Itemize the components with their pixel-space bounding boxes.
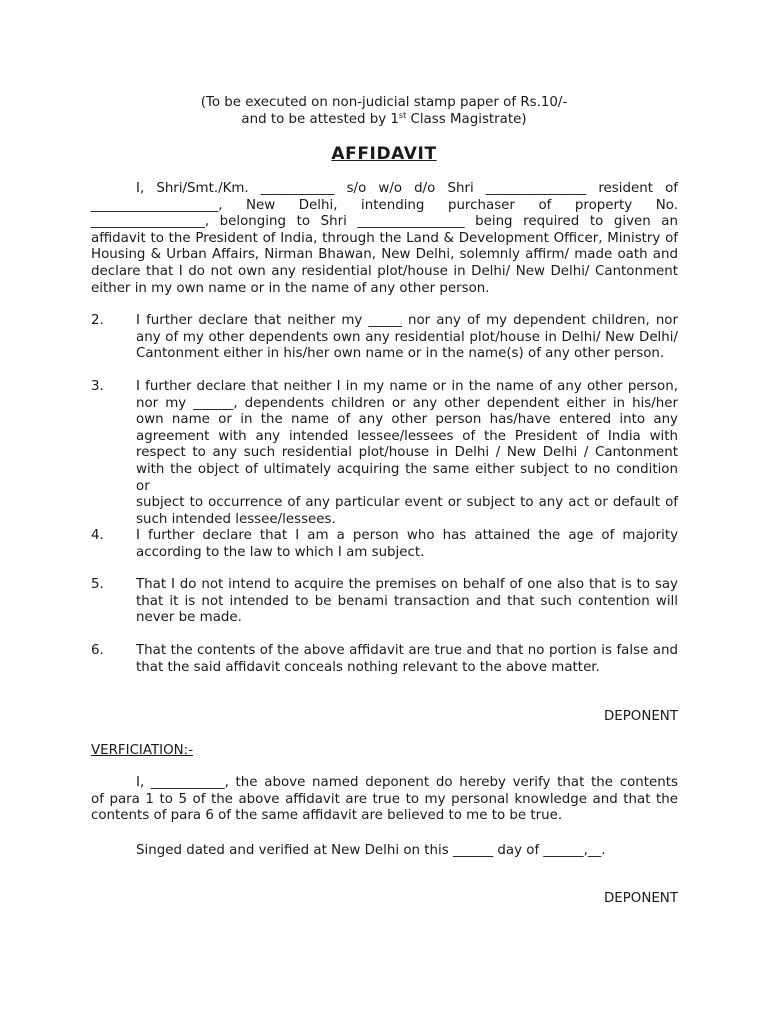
- clause-line: agreement with any intended lessee/lessees of the President of India with: [136, 428, 678, 444]
- clause-line: with the object of ultimately acquiring the same either subject to no condition or: [136, 461, 683, 494]
- attestation-note-pre: and to be attested by 1: [241, 112, 399, 127]
- paragraph-1-line: _________________, belonging to Shri ________________ being required to given an: [91, 214, 678, 230]
- attestation-note: [0, 111, 768, 128]
- deponent-signature-label: DEPONENT: [603, 709, 678, 724]
- clause-number: 3.: [91, 379, 104, 394]
- clause-line: That I do not intend to acquire the premises on behalf of one also that is to say: [136, 577, 678, 592]
- paragraph-1-line: declare that I do not own any residential plot/house in Delhi/ New Delhi/ Cantonment: [91, 263, 678, 279]
- clause-line: that it is not intended to be benami transaction and that such contention will: [136, 593, 678, 609]
- verification-line: contents of para 6 of the same affidavit are believed to me to be true.: [91, 808, 563, 824]
- clause-text: [136, 379, 683, 528]
- clause-text: [136, 577, 678, 627]
- clause-line: respect to any such residential plot/house in Delhi / New Delhi / Cantonment: [136, 445, 678, 461]
- clause-line: never be made.: [136, 610, 242, 626]
- clause-line: own name or in the name of any other person has/have entered into any: [136, 412, 678, 428]
- verification-line: I, ___________, the above named deponent do hereby verify that the contents: [136, 775, 678, 790]
- signed-dated-line: Singed dated and verified at New Delhi on this ______ day of ______,__.: [136, 843, 606, 858]
- attestation-note-superscript: st: [398, 111, 407, 120]
- document-title: AFFIDAVIT: [331, 144, 437, 164]
- verification-line: of para 1 to 5 of the above affidavit are true to my personal knowledge and that the: [91, 791, 678, 807]
- paragraph-1-line: Housing & Urban Affairs, Nirman Bhawan, New Delhi, solemnly affirm/ made oath and: [91, 247, 678, 263]
- clause-line: that the said affidavit conceals nothing relevant to the above matter.: [136, 659, 600, 675]
- clause-line: according to the law to which I am subject.: [136, 544, 425, 560]
- clause-text: [136, 313, 678, 363]
- paragraph-1-line: affidavit to the President of India, through the Land & Development Officer, Ministry of: [91, 230, 678, 246]
- attestation-note-post: Class Magistrate): [406, 112, 527, 127]
- clause-line: I further declare that neither I in my name or in the name of any other person,: [136, 379, 678, 394]
- clause-line: nor my ______, dependents children or any other dependent either in his/her: [136, 395, 678, 411]
- clause-number: 6.: [91, 643, 104, 658]
- clause-text: [136, 528, 678, 561]
- clause-number: 5.: [91, 577, 104, 592]
- clause-line: any of my other dependents own any residential plot/house in Delhi/ New Delhi/: [136, 329, 678, 345]
- stamp-paper-note: (To be executed on non-judicial stamp paper of Rs.10/-: [200, 95, 568, 110]
- clause-line: subject to occurrence of any particular event or subject to any act or default of: [136, 495, 678, 511]
- verification-heading: VERFICIATION:-: [91, 743, 194, 758]
- paragraph-1: [91, 181, 678, 297]
- clause-number: 4.: [91, 528, 104, 543]
- clause-line: such intended lessee/lessees.: [136, 511, 336, 527]
- paragraph-1-line: I, Shri/Smt./Km. ___________ s/o w/o d/o Shri _______________ resident of: [136, 181, 678, 196]
- clause-line: That the contents of the above affidavit are true and that no portion is false and: [136, 643, 678, 658]
- clause-line: Cantonment either in his/her own name or in the name(s) of any other person.: [136, 346, 665, 362]
- clause-number: 2.: [91, 313, 104, 328]
- clause-line: I further declare that I am a person who has attained the age of majority: [136, 528, 678, 543]
- deponent-signature-label: DEPONENT: [603, 891, 678, 906]
- clause-text: [136, 643, 678, 676]
- paragraph-1-line: ___________________, New Delhi, intending purchaser of property No.: [91, 197, 678, 213]
- verification-paragraph: [91, 775, 678, 825]
- clause-line: I further declare that neither my _____ nor any of my dependent children, nor: [136, 313, 678, 328]
- paragraph-1-line: either in my own name or in the name of any other person.: [91, 280, 490, 296]
